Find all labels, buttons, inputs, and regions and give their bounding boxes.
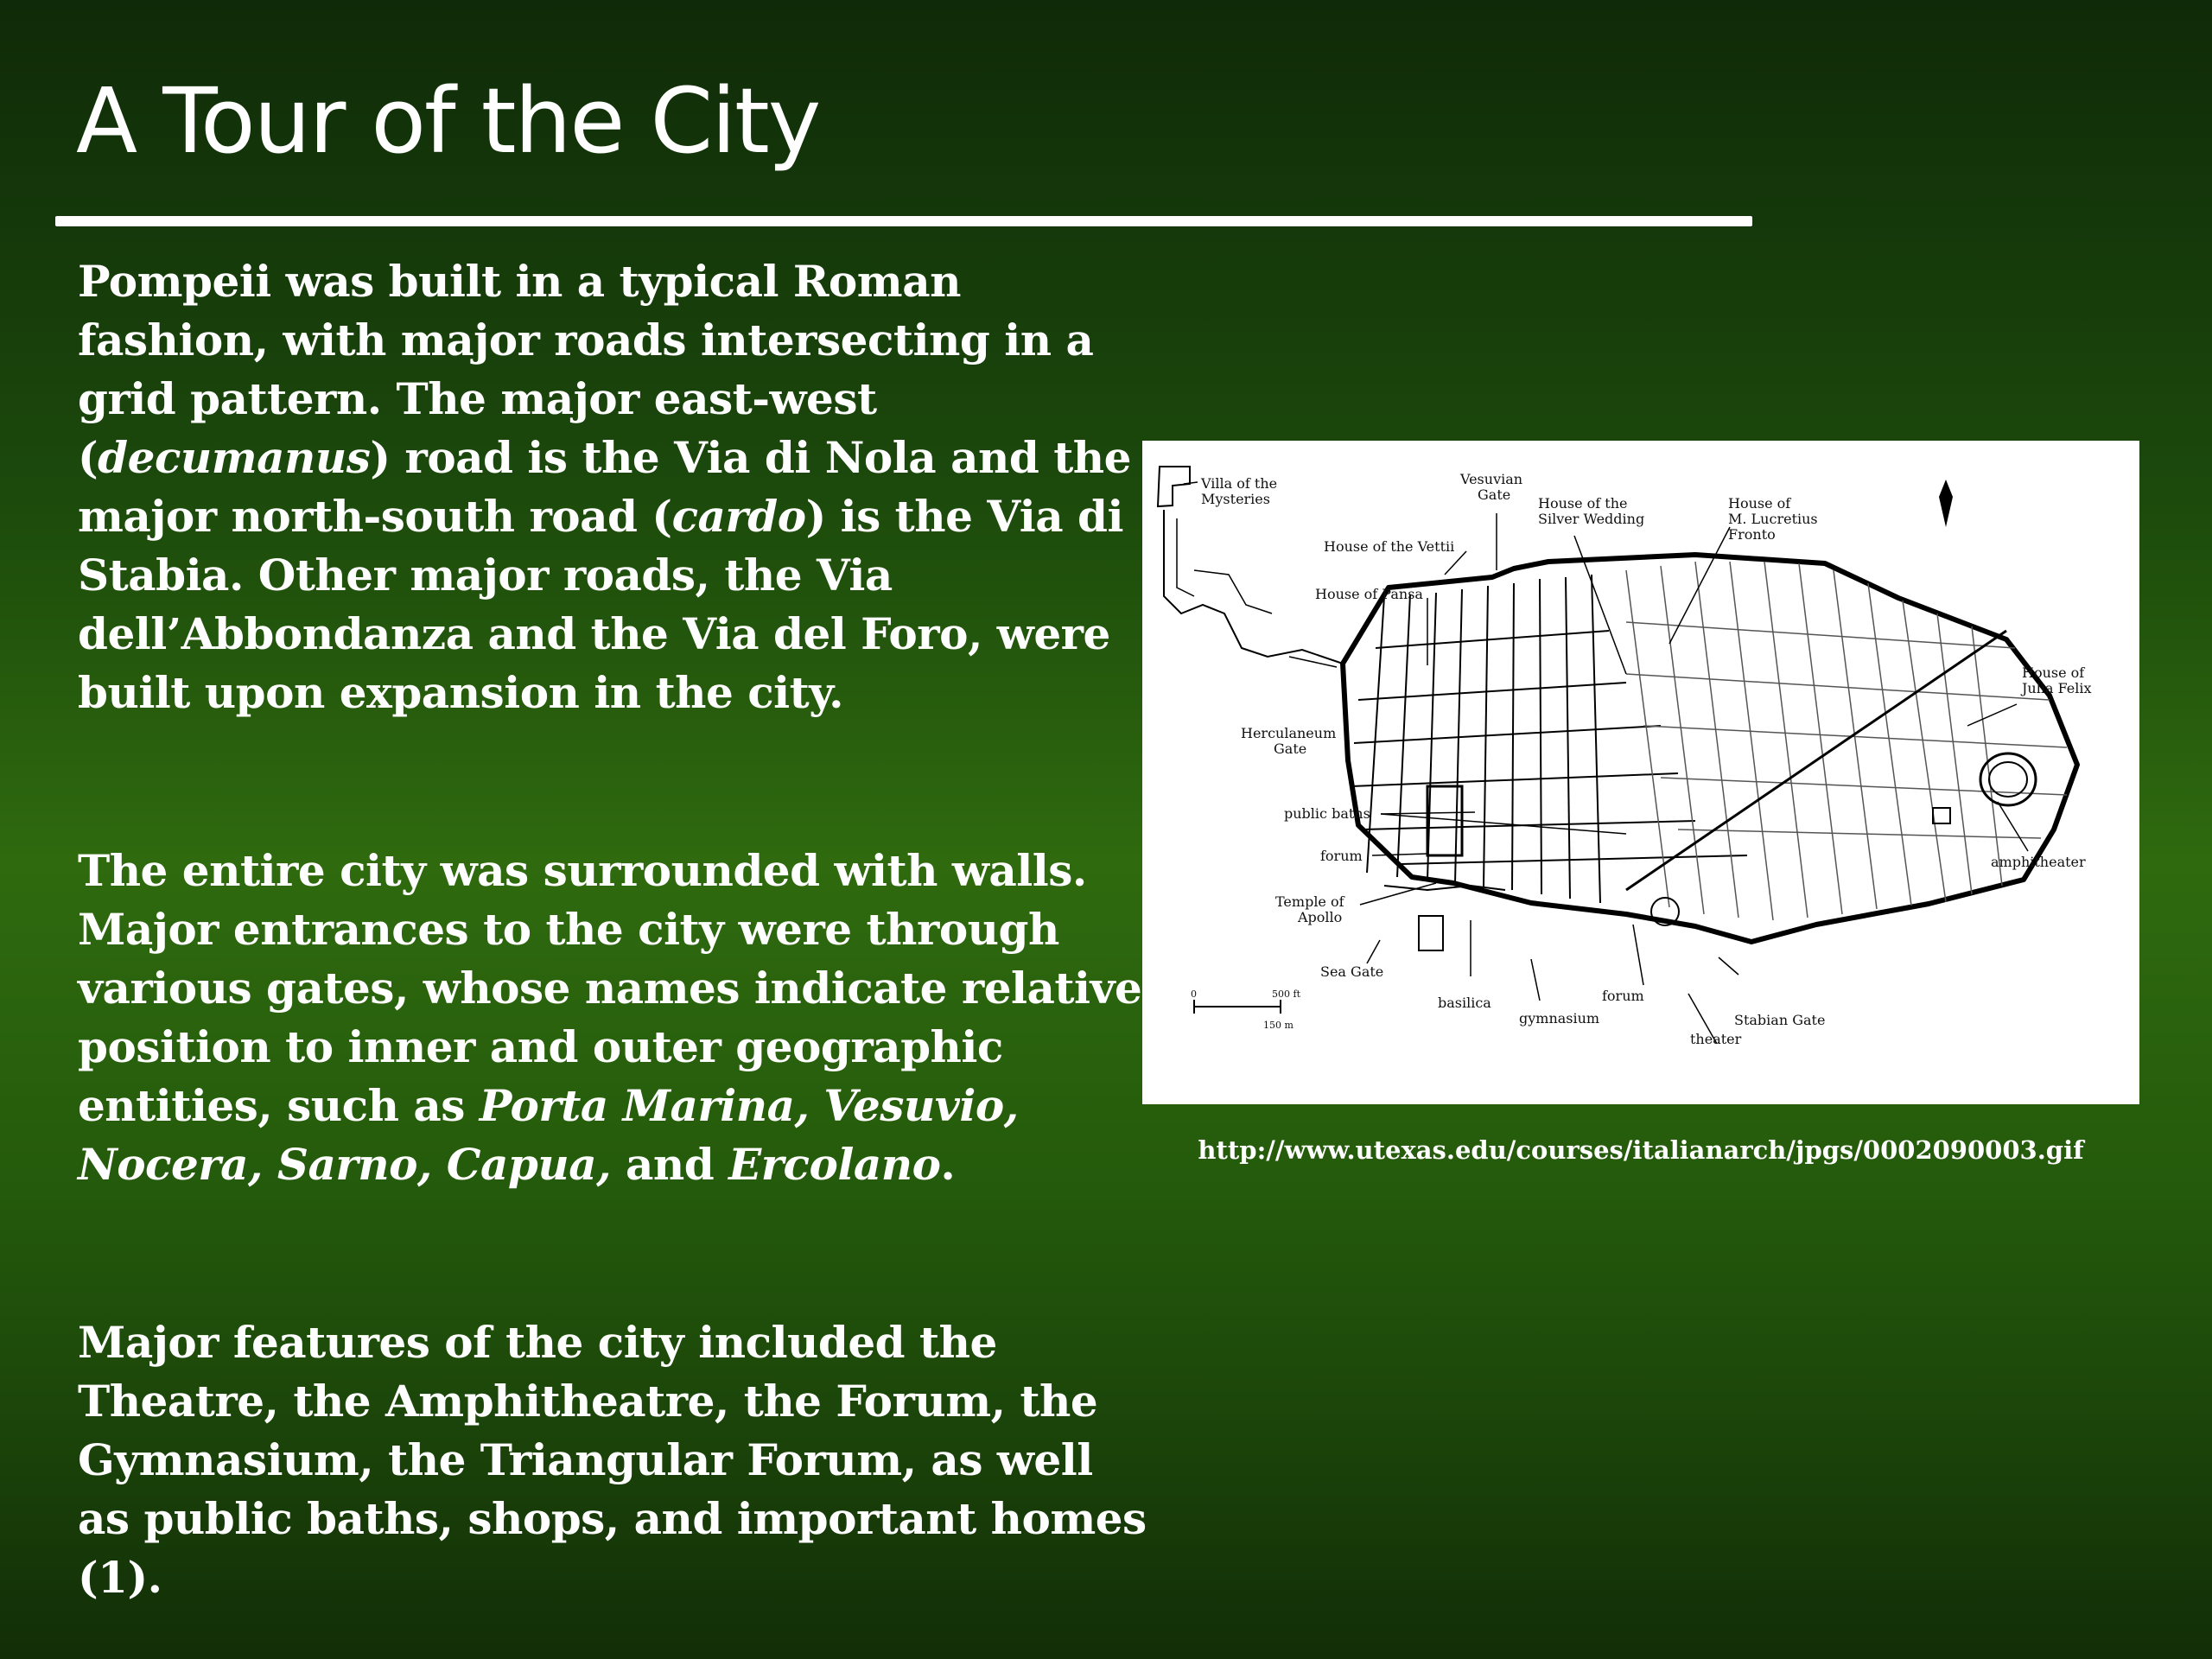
map-label-silver-wedding: Silver Wedding [1538,511,1645,527]
paragraph-text: ) is the Via di Stabia. Other major roads, the Via dell’Abbondanza and the Via del Foro, were built upon expansion in the city. [78,491,1124,718]
map-drawing [1142,441,2139,1104]
map-scale-label: 150 m [1263,1020,1294,1031]
map-label-amphitheater: amphitheater [1991,854,2086,870]
slide-title: A Tour of the City [76,68,820,174]
map-label-gymnasium: gymnasium [1519,1010,1600,1027]
paragraph-text: . [940,1139,956,1190]
paragraph-text: The entire city was surrounded with walls. Major entrances to the city were through various gates, whose names indicate relative position to inner and outer geographic entities, such as [78,845,1142,1131]
paragraph-emphasis: cardo [671,491,806,542]
map-label-sea-gate: Sea Gate [1320,963,1384,980]
map-label-vesuvian-gate: Vesuvian [1460,471,1523,487]
pompeii-city-map [1142,441,2139,1104]
paragraph-emphasis: decumanus [98,432,371,483]
north-arrow-icon [1939,480,1953,527]
map-label-forum-triangular: forum [1602,988,1644,1004]
map-label-public-baths: public baths [1284,805,1370,822]
title-divider [55,216,1752,226]
map-label-temple-apollo: Apollo [1298,909,1343,925]
map-label-stabian-gate: Stabian Gate [1734,1012,1826,1028]
paragraph-emphasis: Ercolano [728,1139,941,1190]
paragraph-major-features: Major features of the city included the Theatre, the Amphitheatre, the Forum, the Gymnasium, the Triangular Forum, as well as public baths, shops, and important homes (1). [78,1317,1147,1603]
map-label-forum: forum [1320,848,1363,864]
paragraph-street-grid [78,252,1158,722]
map-label-temple-apollo: Temple of [1275,893,1344,910]
map-label-lucretius: M. Lucretius [1728,511,1818,527]
map-label-villa: Villa of the [1201,475,1278,492]
map-label-vettii: House of the Vettii [1324,538,1455,555]
map-label-julia-felix: Julia Felix [2022,680,2092,696]
paragraph-text: Pompeii was built in a typical Roman fashion, with major roads intersecting in a grid pattern. The major east-west ( [78,256,1094,483]
map-label-silver-wedding: House of the [1538,495,1628,512]
map-label-pansa: House of Pansa [1315,586,1423,602]
paragraph-text: ) road is the Via di Nola and the major north-south road ( [78,432,1131,542]
map-label-villa: Mysteries [1201,491,1270,507]
image-source-credit: http://www.utexas.edu/courses/italianarch/jpgs/0002090003.gif [1198,1135,2084,1165]
map-label-herculaneum-gate: Herculaneum [1241,725,1337,741]
map-label-herculaneum-gate: Gate [1274,741,1307,757]
map-label-theater: theater [1690,1031,1742,1047]
map-label-vesuvian-gate: Gate [1478,486,1511,503]
city-wall [1343,555,2077,942]
map-scale-label: 500 ft [1272,988,1300,1000]
map-label-julia-felix: House of [2022,664,2085,681]
paragraph-text: and [611,1139,729,1190]
map-label-lucretius: Fronto [1728,526,1776,543]
map-scale-bar [1194,1000,1281,1014]
map-label-lucretius: House of [1728,495,1791,512]
map-label-basilica: basilica [1438,995,1491,1011]
paragraph-city-walls [78,842,1158,1194]
map-scale-label: 0 [1191,988,1197,1000]
paragraph-emphasis: Porta Marina, Vesuvio, Nocera, Sarno, Capua, [78,1080,1019,1190]
